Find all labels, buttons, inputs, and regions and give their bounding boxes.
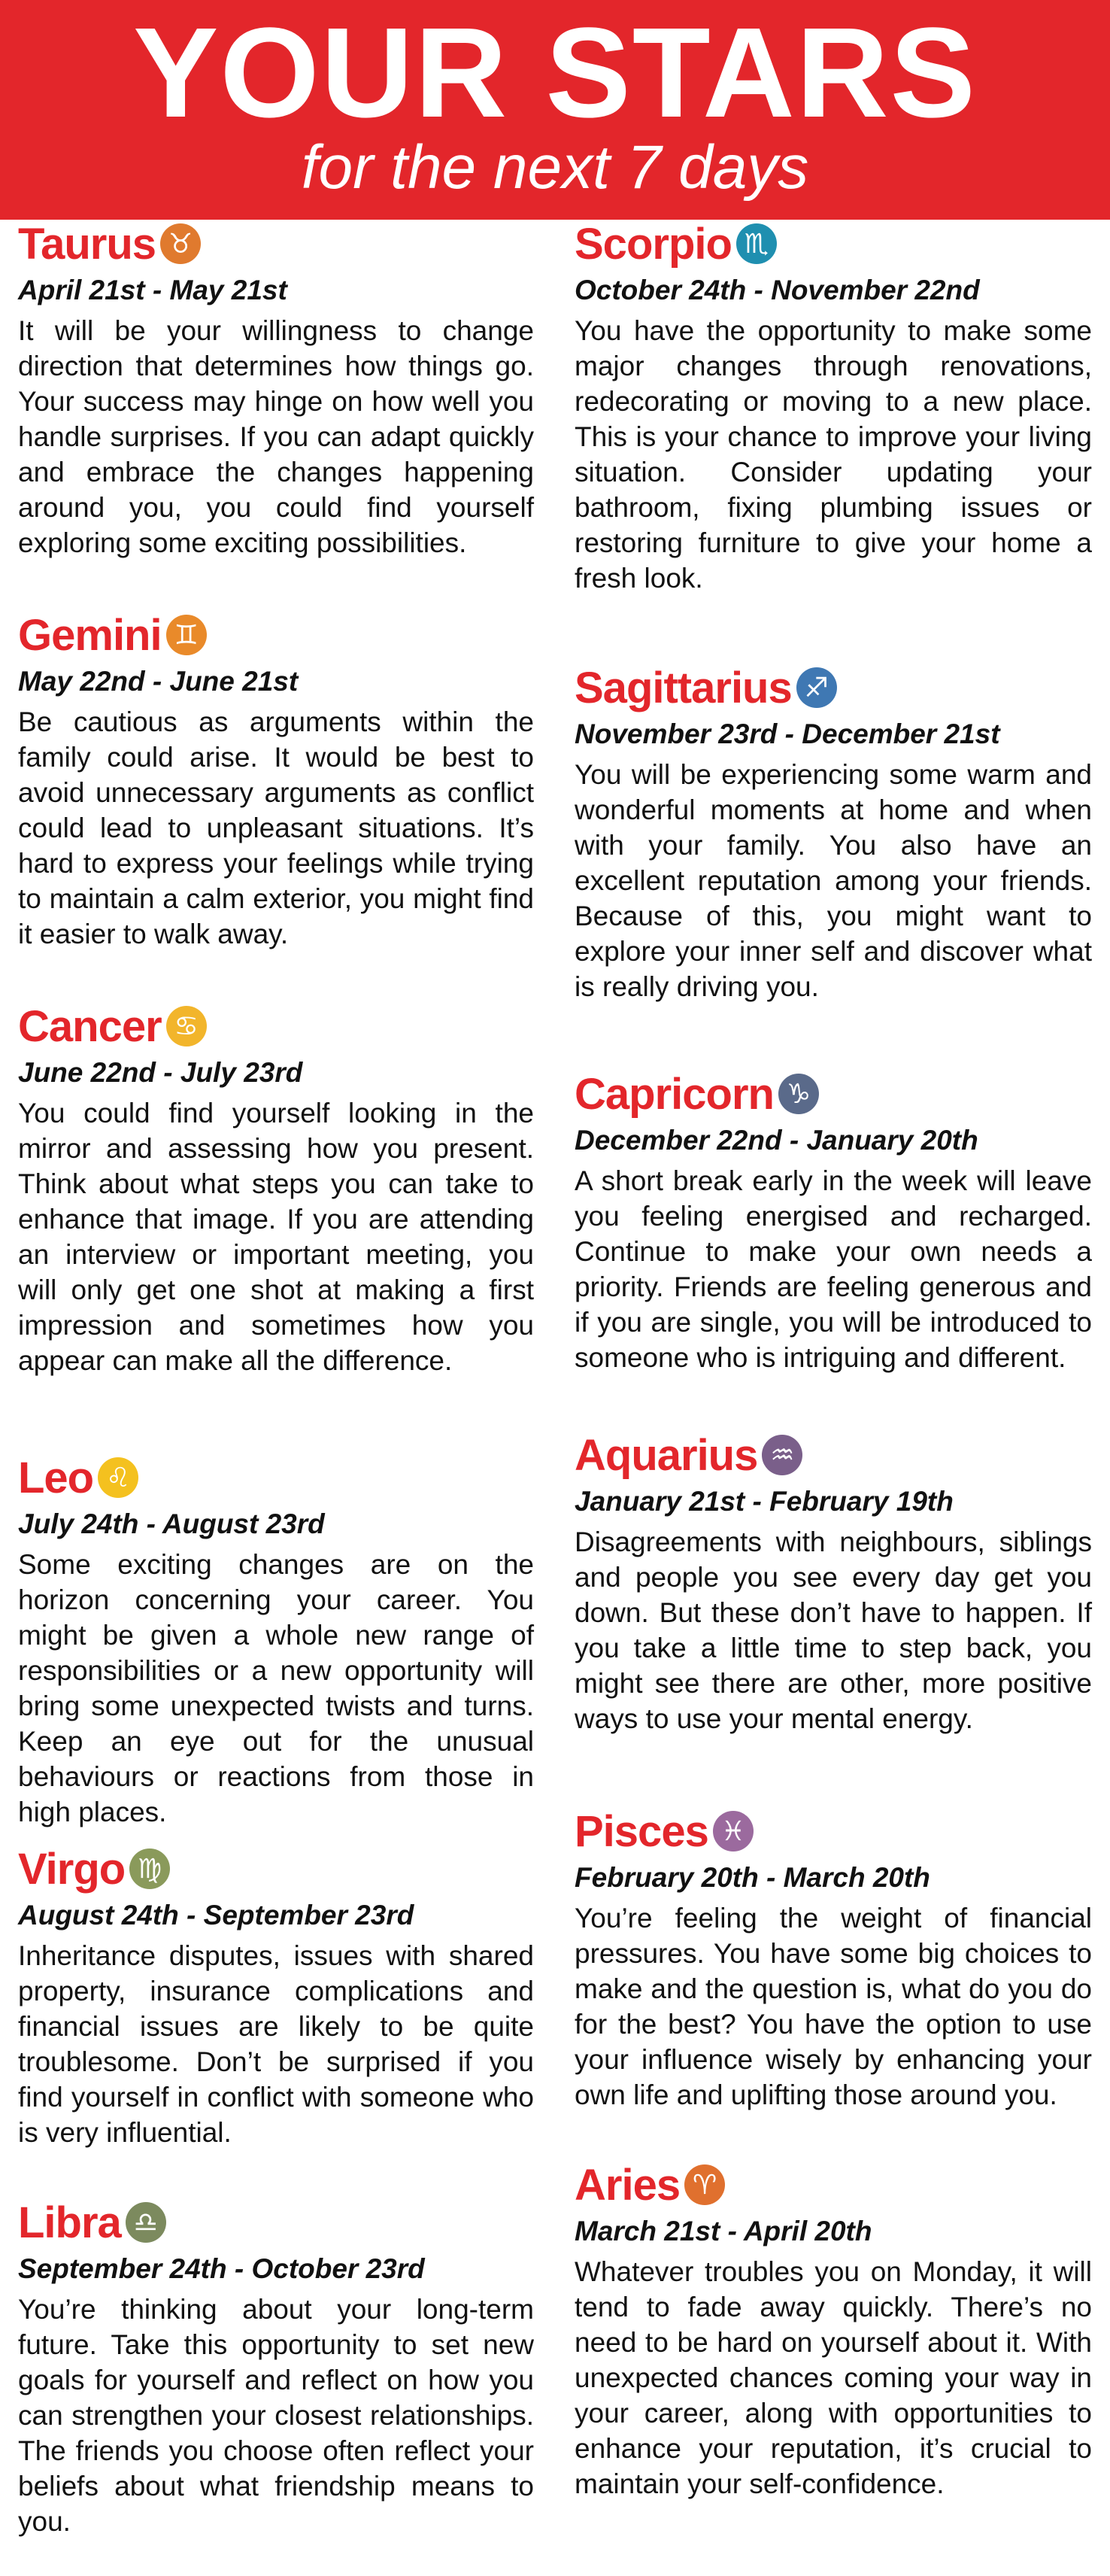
sign-header xyxy=(575,2161,1092,2209)
sign-name: Gemini xyxy=(18,610,162,660)
leo-icon: ♌ xyxy=(98,1457,138,1498)
sign-taurus xyxy=(18,220,534,560)
sign-dates: March 21st - April 20th xyxy=(575,2216,872,2246)
sign-dates: August 24th - September 23rd xyxy=(18,1900,414,1930)
sign-name: Leo xyxy=(18,1453,94,1502)
sign-header xyxy=(18,220,534,268)
sign-name: Libra xyxy=(18,2198,121,2247)
sign-name: Taurus xyxy=(18,219,156,269)
header-banner xyxy=(0,0,1110,220)
aquarius-icon: ♒ xyxy=(762,1435,802,1475)
pisces-icon: ♓ xyxy=(713,1811,754,1852)
sign-dates: July 24th - August 23rd xyxy=(18,1508,325,1539)
sign-name: Virgo xyxy=(18,1844,126,1894)
sign-gemini xyxy=(18,611,534,952)
sign-header xyxy=(575,1807,1092,1855)
sign-forecast: Disagreements with neighbours, siblings and people you see every day get you down. But these don’t have to happen. If you take a little time to step back, you might see there are other, more positive ways to use your mental energy. xyxy=(575,1526,1092,1734)
page-subtitle: for the next 7 days xyxy=(301,133,809,202)
sign-forecast: You could find yourself looking in the mirror and assessing how you present. Think about what steps you can take to enhance that image. If you are attending an interview or important meeting, you will only get one shot at making a first impression and sometimes how you appear can make all the difference. xyxy=(18,1098,534,1376)
sign-forecast: You’re thinking about your long-term future. Take this opportunity to set new goals for yourself and reflect on how you can strengthen your closest relationships. The friends you choose often reflect your beliefs about what friendship means to you. xyxy=(18,2294,534,2537)
sign-dates: April 21st - May 21st xyxy=(18,275,287,305)
sign-header xyxy=(18,1454,534,1502)
sign-name: Pisces xyxy=(575,1806,708,1856)
sign-forecast: A short break early in the week will leave you feeling energised and recharged. Continue to make your own needs a priority. Friends are feeling generous and if you are single, you will be introduced to someone who is intriguing and different. xyxy=(575,1165,1092,1373)
sign-scorpio xyxy=(575,220,1092,596)
sign-forecast: Inheritance disputes, issues with shared property, insurance complications and financial issues are likely to be quite troublesome. Don’t be surprised if you find yourself in conflict with someone who is very influential. xyxy=(18,1940,534,2148)
sign-dates: February 20th - March 20th xyxy=(575,1862,930,1893)
sign-header xyxy=(18,2198,534,2246)
sign-aquarius xyxy=(575,1431,1092,1736)
sign-name: Sagittarius xyxy=(575,663,792,712)
taurus-icon: ♉ xyxy=(160,223,201,264)
sign-aries xyxy=(575,2161,1092,2502)
libra-icon: ♎ xyxy=(126,2202,166,2243)
sign-leo xyxy=(18,1454,534,1830)
sign-header xyxy=(18,611,534,659)
sign-header xyxy=(18,1002,534,1050)
sign-name: Aquarius xyxy=(575,1430,758,1480)
sign-dates: October 24th - November 22nd xyxy=(575,275,980,305)
sign-virgo xyxy=(18,1845,534,2150)
sign-dates: September 24th - October 23rd xyxy=(18,2253,425,2284)
sign-pisces xyxy=(575,1807,1092,2113)
sign-forecast: You’re feeling the weight of financial pressures. You have some big choices to make and the question is, what do you do for the best? You have the option to use your influence wisely by enhancing your own life and uplifting those around you. xyxy=(575,1903,1092,2110)
sign-sagittarius xyxy=(575,664,1092,1004)
right-column xyxy=(575,220,1092,2576)
sign-header xyxy=(575,220,1092,268)
sign-dates: January 21st - February 19th xyxy=(575,1486,954,1517)
sign-forecast: Whatever troubles you on Monday, it will tend to fade away quickly. There’s no need to be hard on yourself about it. With unexpected chances coming your way in your career, along with opportunities to enhance your reputation, it’s crucial to maintain your self-confidence. xyxy=(575,2256,1092,2499)
sign-forecast: You have the opportunity to make some major changes through renovations, redecorating or moving to a new place. This is your chance to improve your living situation. Consider updating your bathroom, fixing plumbing issues or restoring furniture to give your home a fresh look. xyxy=(575,315,1092,594)
sign-dates: December 22nd - January 20th xyxy=(575,1125,978,1156)
sign-capricorn xyxy=(575,1070,1092,1375)
horoscope-columns xyxy=(0,220,1110,2576)
sign-forecast: Be cautious as arguments within the family could arise. It would be best to avoid unnecessary arguments as conflict could lead to unpleasant situations. It’s hard to express your feelings while trying to maintain a calm exterior, you might find it easier to walk away. xyxy=(18,706,534,949)
capricorn-icon: ♑ xyxy=(778,1074,819,1114)
sign-header xyxy=(575,1431,1092,1479)
sign-forecast: Some exciting changes are on the horizon concerning your career. You might be given a whole new range of responsibilities or a new opportunity will bring some unexpected twists and turns. Keep an eye out for the unusual behaviours or reactions from those in high places. xyxy=(18,1549,534,1827)
virgo-icon: ♍ xyxy=(129,1848,170,1889)
sign-header xyxy=(575,1070,1092,1118)
sign-name: Capricorn xyxy=(575,1069,774,1119)
sign-name: Aries xyxy=(575,2160,681,2210)
sign-dates: November 23rd - December 21st xyxy=(575,718,1000,749)
sagittarius-icon: ♐ xyxy=(796,667,837,708)
page-title: YOUR STARS xyxy=(133,2,977,144)
sign-dates: May 22nd - June 21st xyxy=(18,666,299,697)
sign-header xyxy=(18,1845,534,1893)
sign-forecast: You will be experiencing some warm and wonderful moments at home and when with your family. You also have an excellent reputation among your friends. Because of this, you might want to explore your inner self and discover what is really driving you. xyxy=(575,759,1092,1002)
sign-forecast: It will be your willingness to change direction that determines how things go. Your success may hinge on how well you handle surprises. If you can adapt quickly and embrace the changes happening around you, you could find yourself exploring some exciting possibilities. xyxy=(18,315,534,558)
sign-dates: June 22nd - July 23rd xyxy=(18,1057,303,1088)
sign-name: Scorpio xyxy=(575,219,732,269)
left-column xyxy=(18,220,534,2576)
sign-name: Cancer xyxy=(18,1001,162,1051)
sign-cancer xyxy=(18,1002,534,1378)
sign-libra xyxy=(18,2198,534,2539)
gemini-icon: ♊ xyxy=(166,615,207,655)
sign-header xyxy=(575,664,1092,712)
cancer-icon: ♋ xyxy=(166,1006,207,1046)
scorpio-icon: ♏ xyxy=(736,223,777,264)
aries-icon: ♈ xyxy=(684,2164,725,2205)
